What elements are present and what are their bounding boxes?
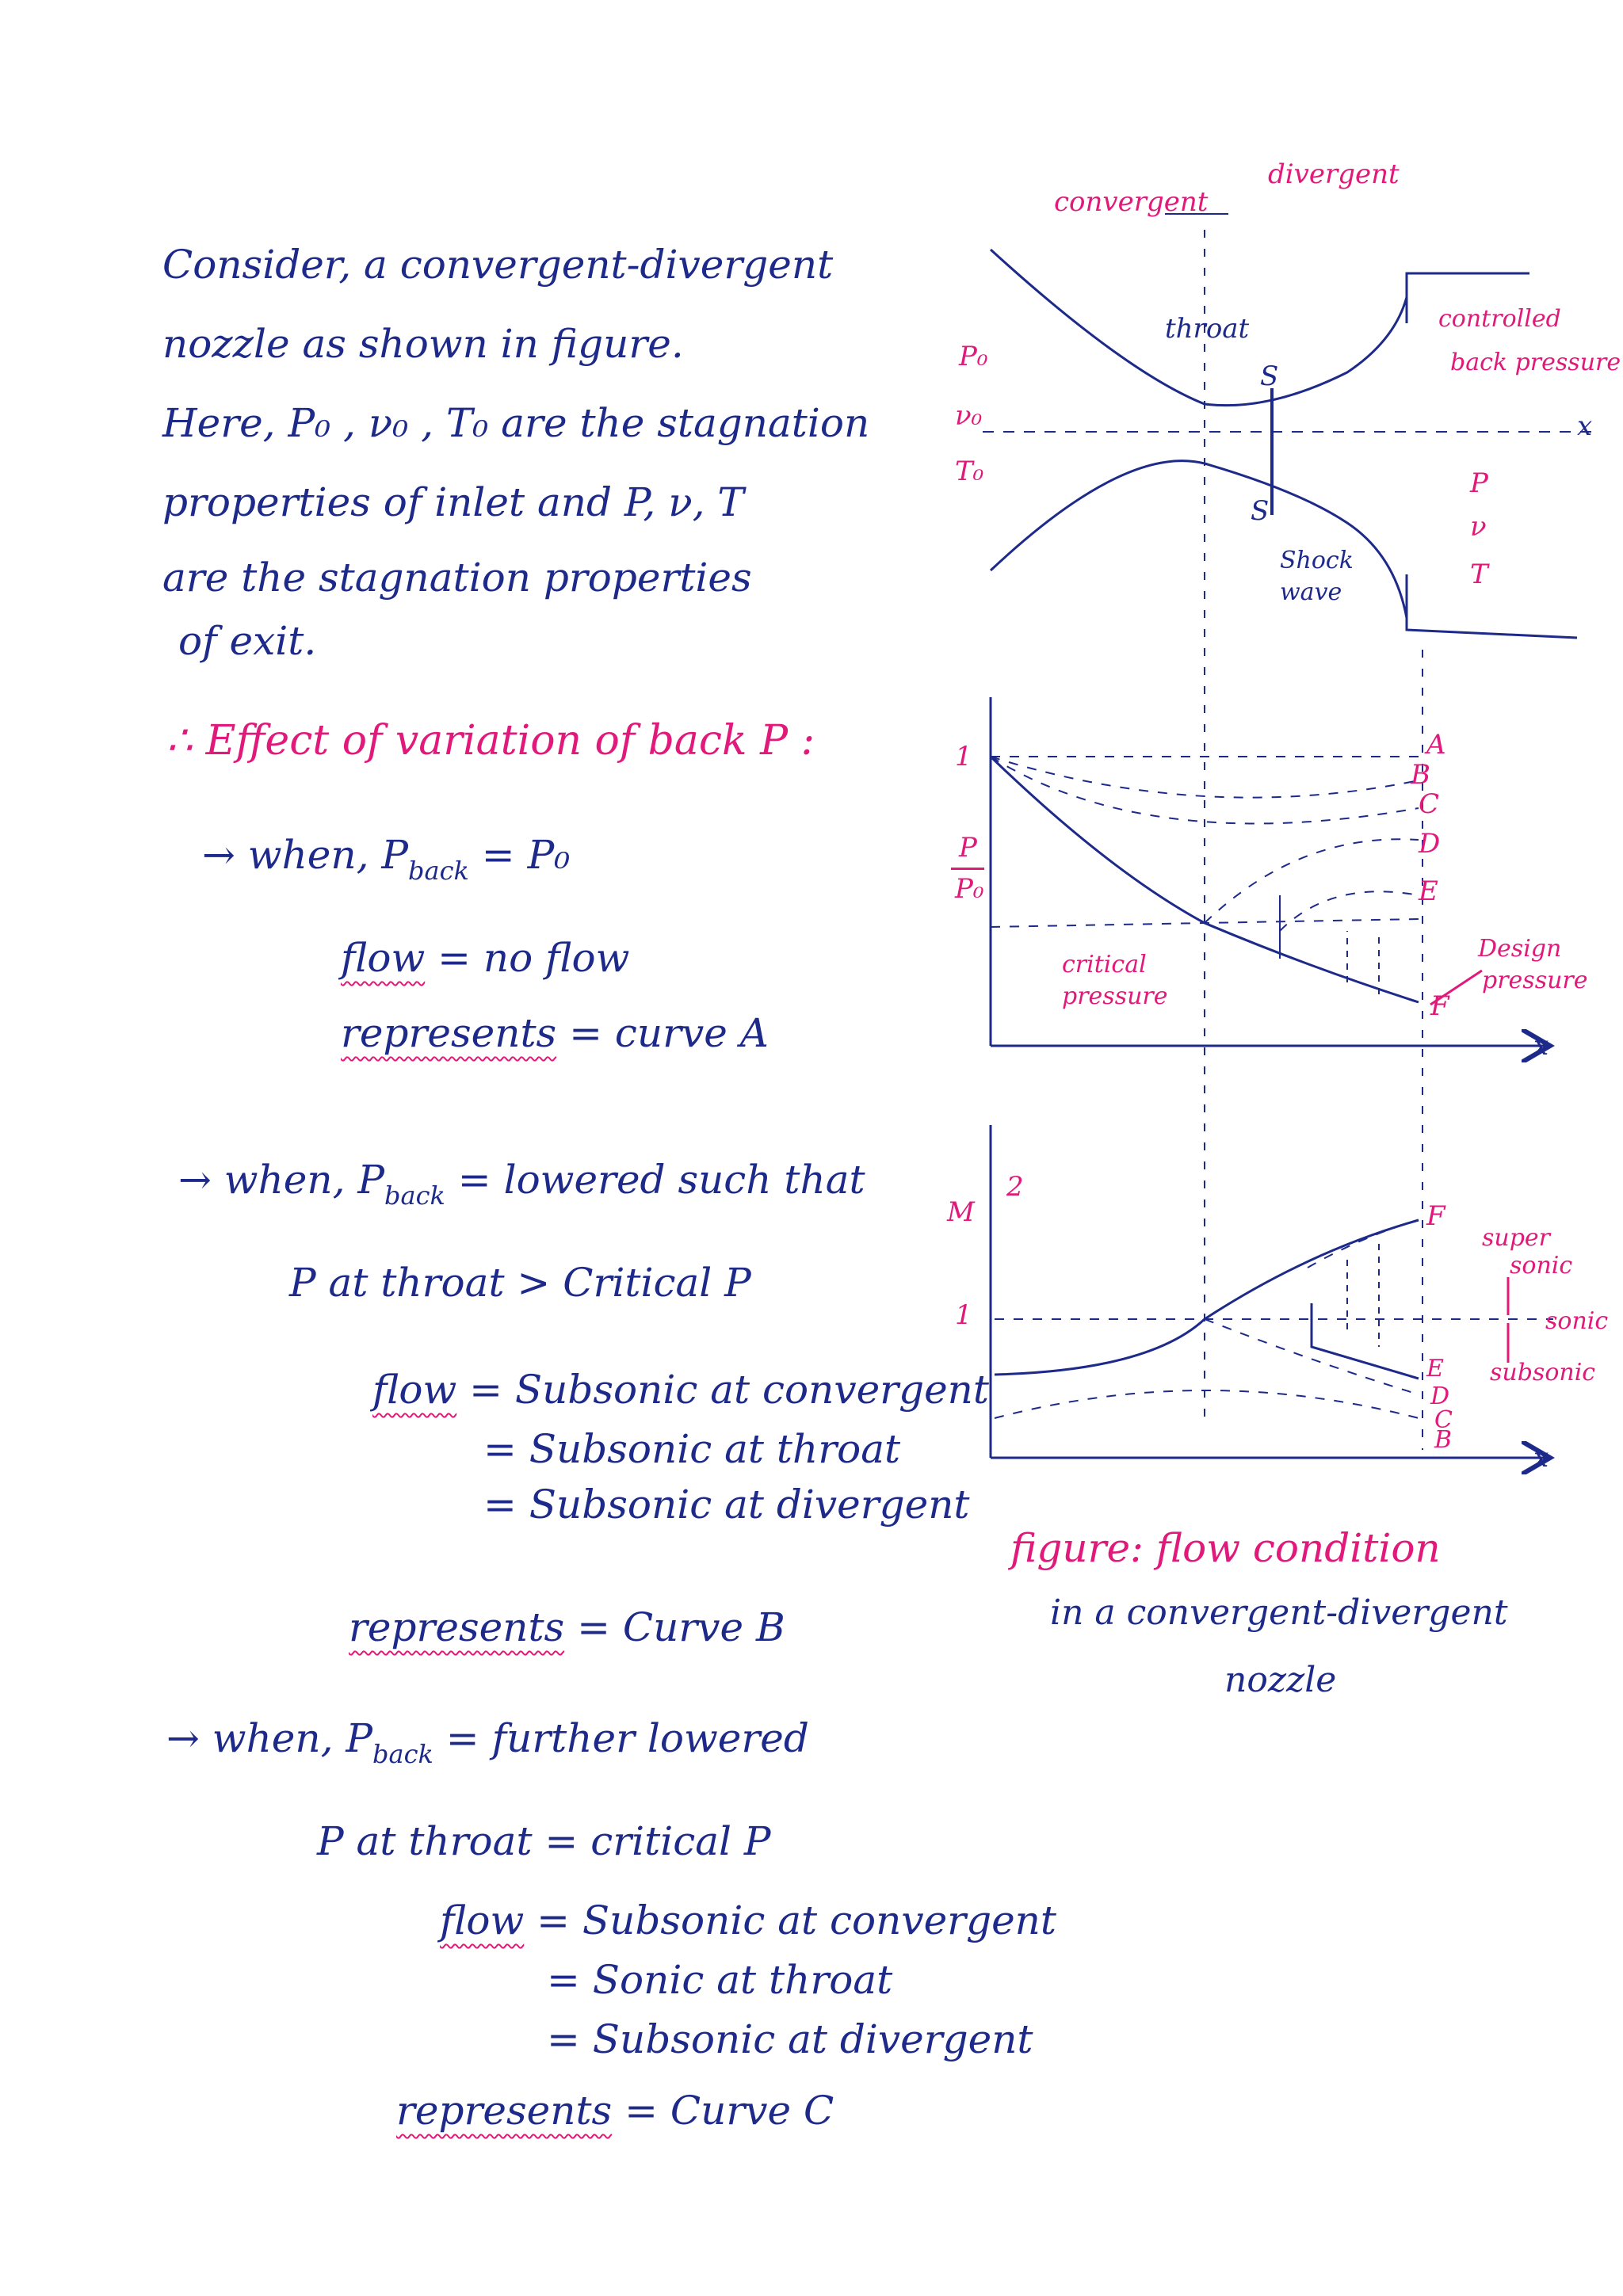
label-design-1: Design (1478, 935, 1562, 963)
case3-flow-2: = Sonic at throat (547, 1957, 893, 2003)
label-p-one: 1 (955, 741, 972, 772)
label-x-mach: x (1533, 1442, 1549, 1474)
label-m-c: C (1434, 1406, 1453, 1434)
case3-represents: represents = Curve C (396, 2088, 834, 2134)
label-shock-1: Shock (1280, 547, 1354, 574)
label-subsonic: subsonic (1490, 1359, 1596, 1386)
caption-line-3: nozzle (1224, 1660, 1337, 1700)
label-supersonic-1: super (1482, 1224, 1551, 1252)
m-curve-f (995, 1220, 1419, 1375)
case3-flow-3: = Subsonic at divergent (547, 2016, 1033, 2062)
p-curve-d (1205, 839, 1419, 923)
case3-condition: P at throat = critical P (317, 1818, 771, 1864)
label-s-top: S (1260, 360, 1279, 392)
case3-flow-1: flow = Subsonic at convergent (440, 1897, 1056, 1943)
case2-condition: P at throat > Critical P (289, 1260, 751, 1306)
p-axis-fraction-bar (951, 868, 984, 870)
case2-flow-1: flow = Subsonic at convergent (372, 1367, 989, 1413)
intro-line-5: are the stagnation properties (162, 555, 752, 601)
case1-when: → when, $P_{back} = P_0$ (202, 832, 571, 886)
label-shock-2: wave (1280, 578, 1342, 606)
label-exit-v: ν (1470, 511, 1487, 543)
case3-when: → when, $P_{back}$ = further lowered (166, 1715, 809, 1769)
label-m-d: D (1430, 1383, 1450, 1410)
label-curve-a: A (1426, 729, 1446, 761)
label-curve-e: E (1419, 875, 1438, 907)
label-exit-p: P (1470, 467, 1488, 499)
label-p-num: P (959, 832, 977, 864)
label-sonic: sonic (1545, 1307, 1609, 1335)
case2-flow-3: = Subsonic at divergent (483, 1482, 970, 1527)
label-inlet-p: P₀ (959, 341, 988, 372)
intro-line-2: nozzle as shown in figure. (162, 321, 684, 367)
p-curve-e (1280, 891, 1419, 931)
intro-line-4: properties of inlet and P, ν, T (162, 479, 744, 525)
label-critical-1: critical (1062, 951, 1147, 978)
section-heading: ∴ Effect of variation of back P : (166, 717, 815, 765)
case2-represents: represents = Curve B (349, 1604, 785, 1650)
label-x-pressure: x (1533, 1030, 1549, 1062)
intro-line-6: of exit. (178, 618, 317, 664)
label-curve-d: D (1419, 828, 1441, 860)
label-throat: throat (1165, 313, 1250, 345)
label-m-e: E (1426, 1355, 1444, 1383)
caption-line-2: in a convergent-divergent (1050, 1592, 1508, 1633)
label-s-bottom: S (1251, 495, 1270, 527)
label-curve-c: C (1419, 788, 1440, 820)
label-m-b: B (1434, 1426, 1453, 1454)
m-curve-b (995, 1390, 1419, 1418)
m-curve-f-dash (1308, 1220, 1419, 1268)
case2-when: → when, $P_{back}$ = lowered such that (178, 1157, 865, 1211)
label-curve-b: B (1411, 759, 1430, 791)
duct-bottom (1407, 574, 1577, 638)
label-divergent: divergent (1268, 158, 1400, 190)
label-mach-one: 1 (955, 1299, 972, 1331)
label-design-2: pressure (1482, 967, 1588, 994)
label-mach-two: 2 (1006, 1171, 1024, 1203)
case1-flow: flow = no flow (341, 935, 630, 981)
label-controlled-2: back pressure (1450, 349, 1621, 376)
label-curve-f: F (1430, 990, 1449, 1022)
nozzle-bottom-wall (991, 461, 1407, 618)
label-m-f: F (1426, 1200, 1445, 1232)
label-controlled-1: controlled (1438, 305, 1561, 333)
label-x-nozzle: x (1577, 410, 1593, 442)
label-p-den: P₀ (955, 873, 984, 905)
case2-flow-2: = Subsonic at throat (483, 1426, 901, 1472)
caption-line-1: figure: flow condition (1010, 1525, 1441, 1571)
case1-represents: represents = curve A (341, 1010, 769, 1056)
label-supersonic-2: sonic (1510, 1252, 1573, 1280)
label-mach-axis: M (947, 1196, 975, 1228)
label-convergent: convergent (1054, 186, 1209, 218)
label-inlet-v: ν₀ (955, 400, 983, 432)
label-critical-2: pressure (1062, 982, 1168, 1010)
m-curve-e (1312, 1303, 1419, 1379)
intro-line-1: Consider, a convergent-divergent (162, 242, 834, 288)
intro-line-3: Here, P₀ , ν₀ , T₀ are the stagnation (162, 400, 870, 446)
label-inlet-t: T₀ (955, 456, 984, 487)
label-exit-t: T (1470, 559, 1488, 590)
